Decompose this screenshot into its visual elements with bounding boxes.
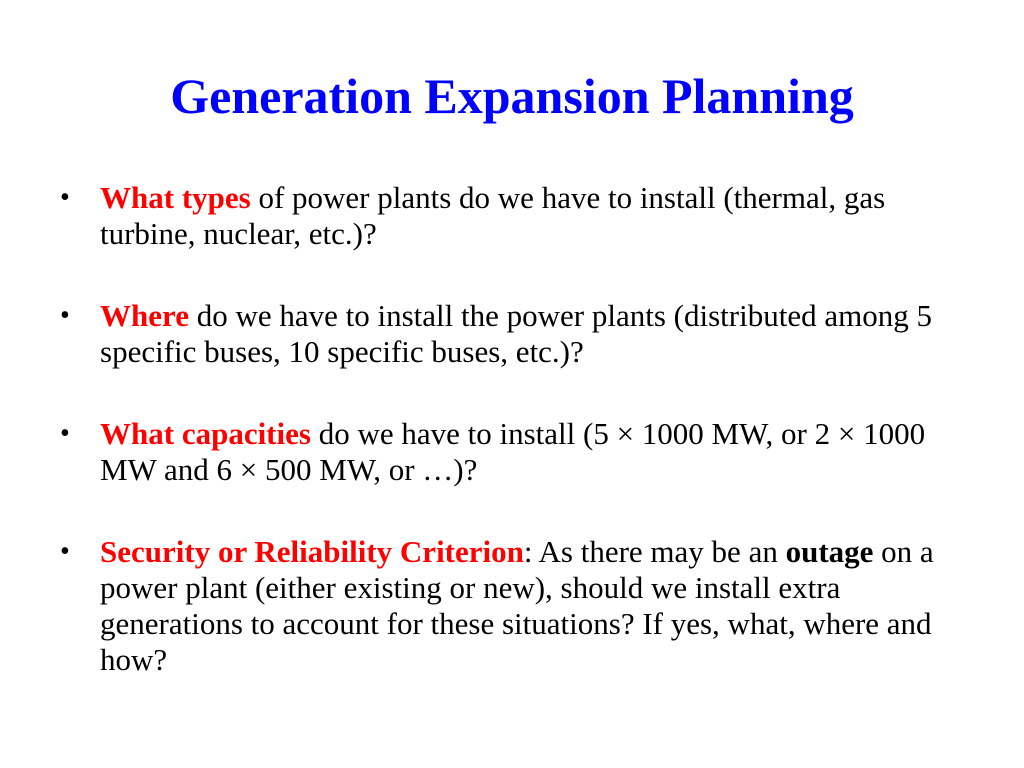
bullet-dot-icon: •: [60, 300, 70, 331]
bullet-text: do we have to install the power plants (distributed among 5 specific buses, 10 specific buses, etc.)?: [100, 298, 932, 369]
bullet-item-security: [56, 534, 976, 678]
bullet-text: of power plants do we have to install (thermal, gas turbine, nuclear, etc.)?: [100, 180, 886, 251]
bullet-dot-icon: •: [60, 536, 70, 567]
slide-title: Generation Expansion Planning: [170, 68, 854, 124]
bullet-highlight: What capacities: [100, 416, 311, 451]
bullet-item-where: [56, 298, 976, 370]
bullet-dot-icon: •: [60, 418, 70, 449]
bullet-item-types: [56, 180, 976, 252]
bullet-text-continued: on a power plant (either existing or new), should we install extra generations to account for these situations? If yes, what, where and how?: [100, 534, 934, 677]
bullet-highlight: Security or Reliability Criterion: [100, 534, 524, 569]
bullet-item-capacities: [56, 416, 976, 488]
bullet-highlight: What types: [100, 180, 251, 215]
bullet-highlight: Where: [100, 298, 189, 333]
bullet-list: [56, 180, 976, 724]
bullet-text: : As there may be an: [523, 534, 786, 569]
bullet-dot-icon: •: [60, 182, 70, 213]
bullet-text: do we have to install (5 × 1000 MW, or 2 × 1000 MW and 6 × 500 MW, or …)?: [100, 416, 926, 487]
bullet-bold-term: outage: [785, 534, 874, 569]
